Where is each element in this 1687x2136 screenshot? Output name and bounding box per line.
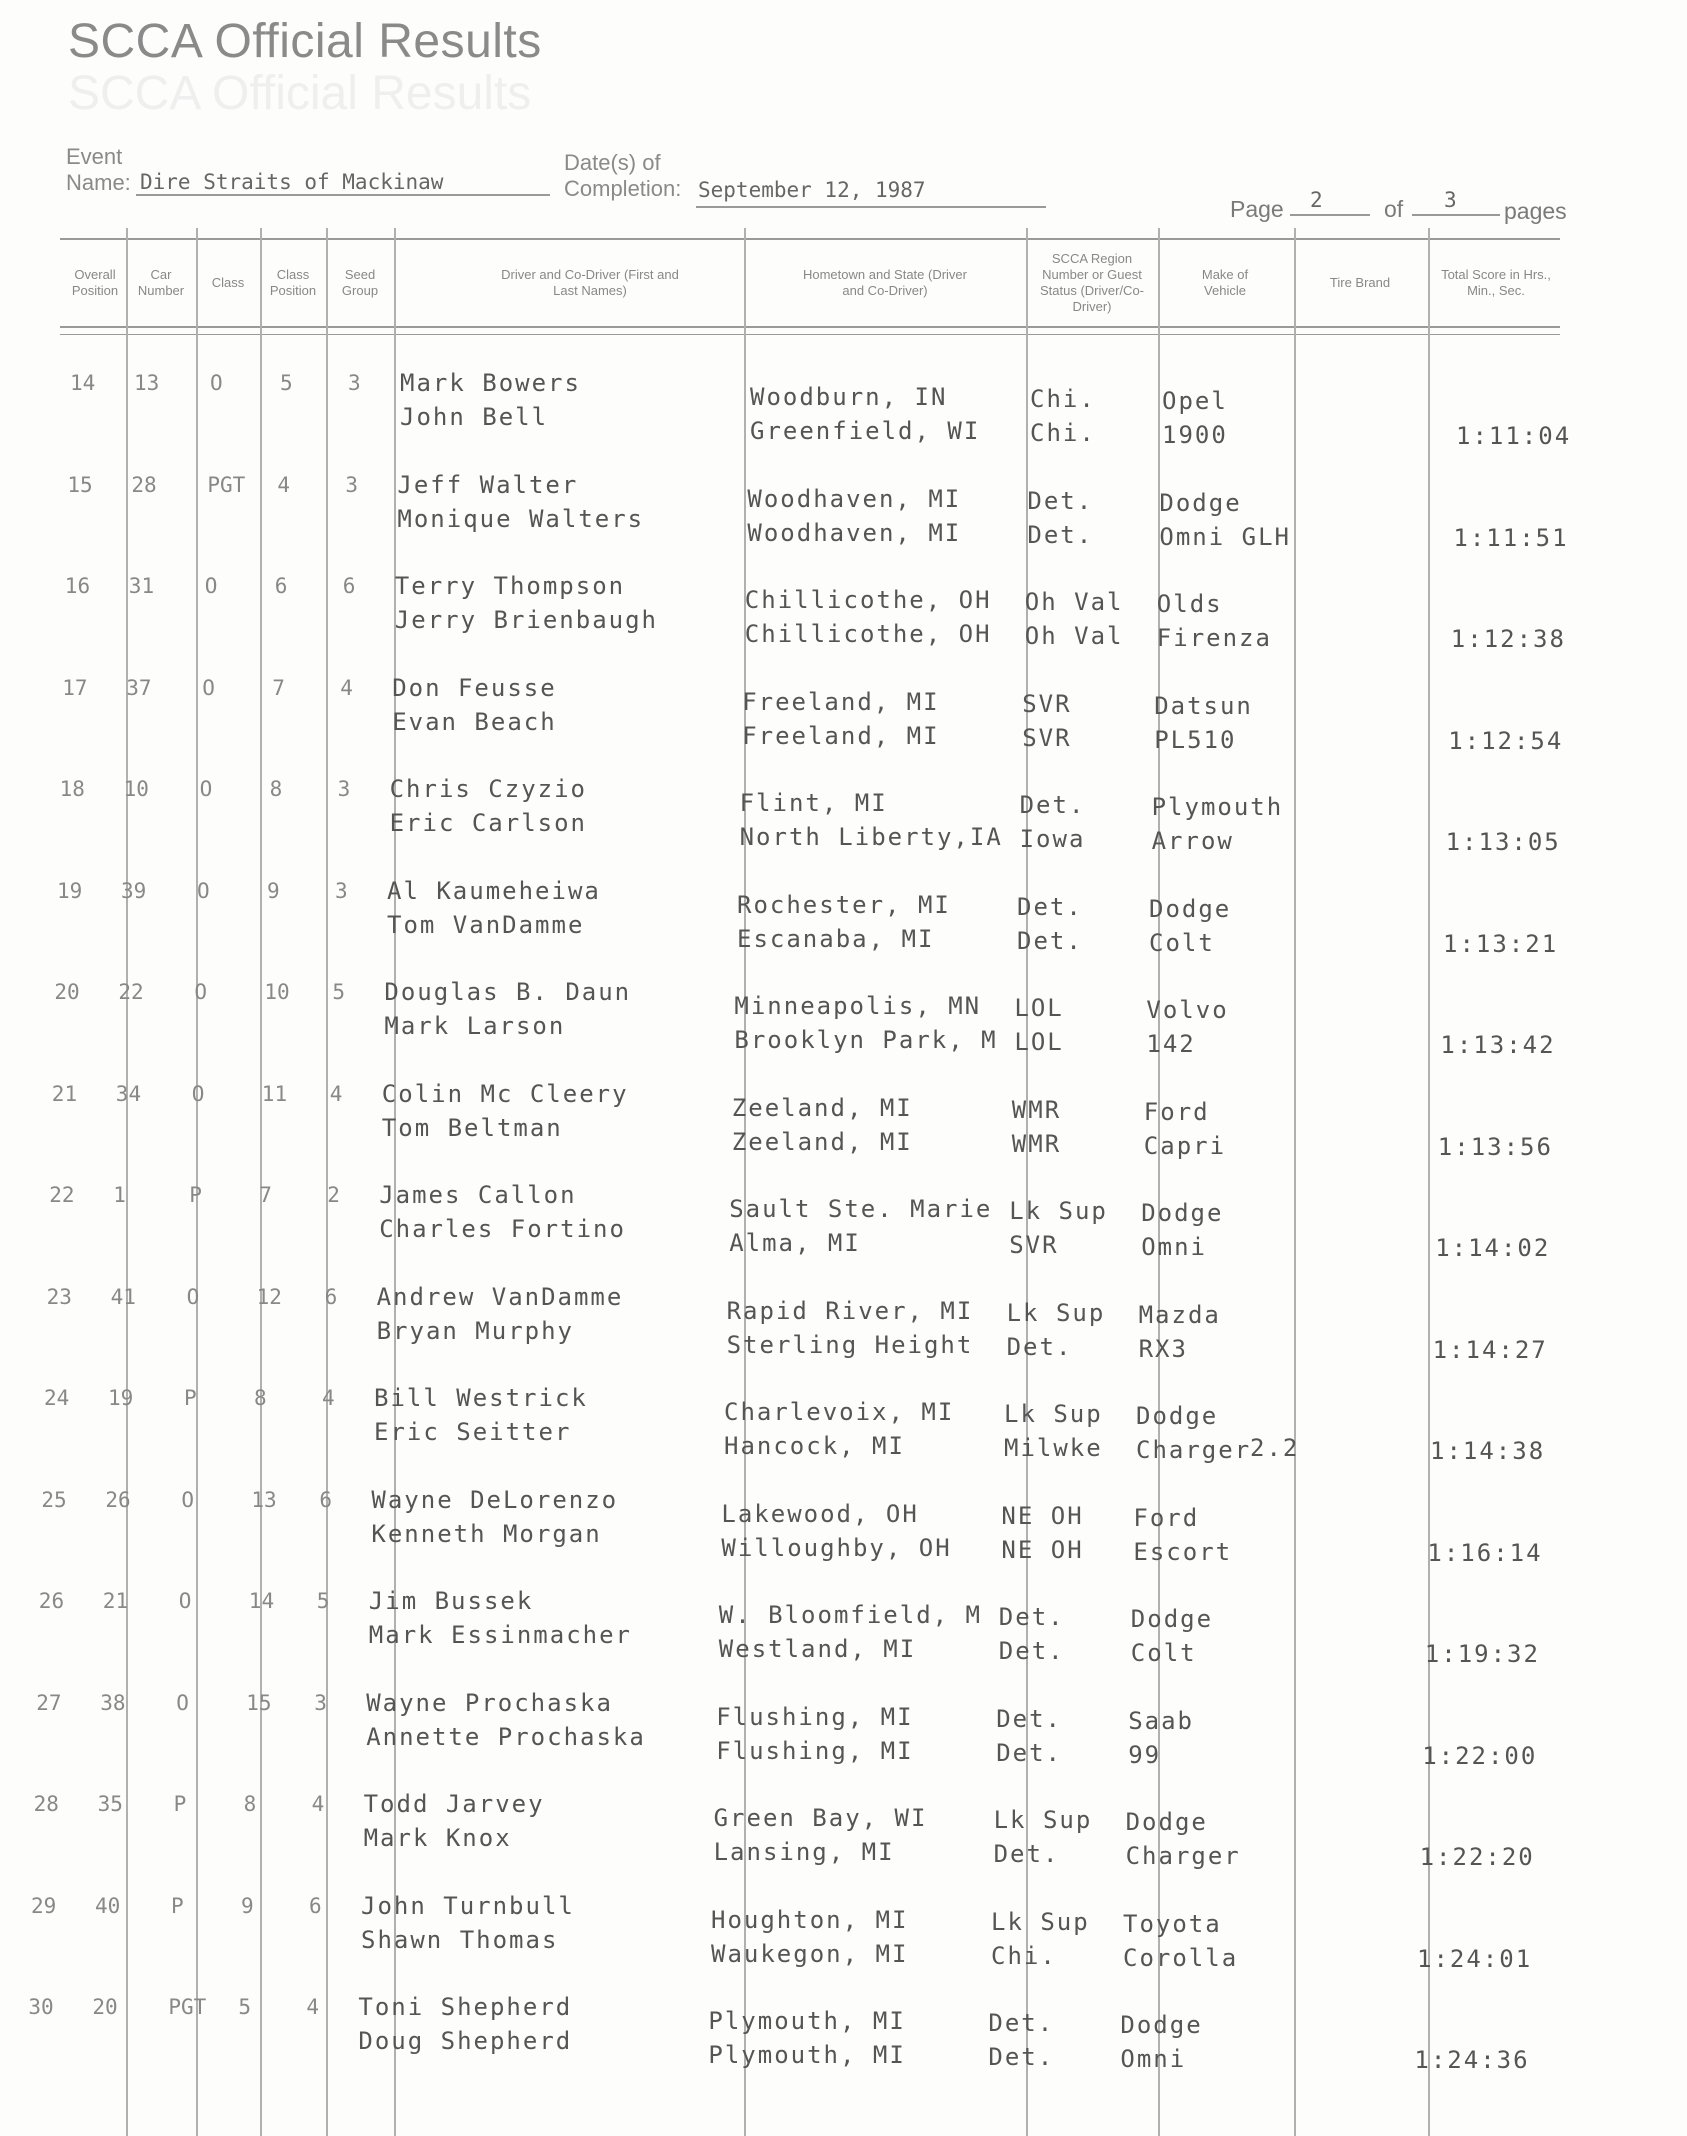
car-number: 39 — [121, 878, 147, 903]
co-driver-name: Kenneth Morgan — [371, 1519, 602, 1548]
driver-name: Andrew VanDamme — [376, 1282, 624, 1311]
co-driver-region: Det. — [993, 1840, 1060, 1868]
co-driver-name: Monique Walters — [397, 504, 645, 533]
co-driver-hometown: Hancock, MI — [724, 1432, 905, 1460]
vehicle-make: Dodge — [1141, 1199, 1224, 1227]
car-number: 40 — [95, 1893, 121, 1918]
total-score: 1:12:38 — [1450, 625, 1566, 653]
driver-hometown: Charlevoix, MI — [724, 1398, 955, 1426]
car-number: 37 — [126, 675, 152, 700]
co-driver-hometown: Plymouth, MI — [708, 2041, 906, 2069]
overall-position: 17 — [62, 675, 88, 700]
driver-name: Wayne DeLorenzo — [371, 1485, 619, 1514]
class: O — [210, 371, 223, 395]
vehicle-model: Colt — [1149, 928, 1215, 957]
driver-region: Chi. — [1030, 385, 1096, 413]
vehicle-model: 99 — [1128, 1740, 1162, 1769]
co-driver-hometown: Zeeland, MI — [731, 1127, 913, 1156]
driver-region: Det. — [998, 1603, 1065, 1631]
co-driver-name: John Bell — [400, 403, 549, 431]
car-number: 34 — [115, 1081, 142, 1106]
event-label-line2: Name: — [66, 170, 131, 195]
class-position: 7 — [272, 675, 285, 700]
seed-group: 6 — [309, 1893, 322, 1918]
seed-group: 4 — [306, 1995, 320, 2019]
overall-position: 16 — [64, 574, 91, 598]
class: P — [184, 1386, 197, 1410]
car-number: 20 — [92, 1995, 118, 2019]
header-class: Class — [211, 275, 245, 290]
driver-hometown: Green Bay, WI — [713, 1804, 928, 1832]
seed-group: 6 — [324, 1284, 338, 1309]
class-position: 9 — [267, 878, 280, 903]
driver-name: Al Kaumeheiwa — [387, 876, 601, 905]
class: P — [171, 1893, 184, 1918]
co-driver-region: Det. — [1017, 926, 1083, 955]
driver-name: Bill Westrick — [374, 1384, 588, 1412]
class: O — [178, 1589, 192, 1613]
vehicle-model: Escort — [1133, 1537, 1233, 1566]
driver-name: Jim Bussek — [368, 1587, 534, 1615]
header-hometown: Hometown and State (Driver and Co-Driver) — [802, 267, 967, 298]
driver-name: Terry Thompson — [394, 572, 626, 600]
co-driver-name: Doug Shepherd — [358, 2027, 573, 2055]
co-driver-region: SVR — [1022, 723, 1072, 752]
header-tire: Tire Brand — [1329, 275, 1391, 290]
car-number: 35 — [97, 1792, 123, 1816]
driver-hometown: Zeeland, MI — [731, 1093, 913, 1122]
vehicle-make: Ford — [1143, 1097, 1210, 1126]
vehicle-make: Opel — [1162, 387, 1228, 415]
vehicle-model: 1900 — [1162, 421, 1228, 449]
date-label — [564, 150, 681, 202]
class-position: 10 — [264, 980, 290, 1004]
class-position: 5 — [238, 1995, 252, 2019]
event-name: Dire Straits of Mackinaw — [140, 170, 444, 194]
class: O — [204, 574, 218, 598]
co-driver-hometown: Brooklyn Park, M — [734, 1026, 998, 1054]
class-position: 8 — [254, 1386, 267, 1410]
title-ghost: SCCA Official Results — [68, 67, 532, 120]
seed-group: 2 — [327, 1183, 340, 1207]
total-score: 1:13:42 — [1440, 1031, 1556, 1059]
driver-hometown: Rapid River, MI — [726, 1296, 974, 1325]
vehicle-model: Capri — [1143, 1131, 1227, 1160]
vehicle-model: 142 — [1146, 1030, 1196, 1058]
seed-group: 6 — [342, 574, 356, 598]
page-number: 2 — [1310, 188, 1323, 212]
car-number: 10 — [123, 777, 149, 801]
co-driver-name: Bryan Murphy — [376, 1316, 574, 1345]
overall-position: 29 — [31, 1893, 57, 1918]
co-driver-name: Eric Carlson — [389, 809, 587, 837]
document-title: SCCA Official Results — [68, 15, 542, 68]
co-driver-hometown: Westland, MI — [718, 1635, 917, 1663]
driver-name: Mark Bowers — [400, 369, 581, 397]
class-position: 4 — [277, 472, 291, 497]
co-driver-name: Jerry Brienbaugh — [394, 606, 658, 634]
driver-name: Don Feusse — [392, 673, 557, 702]
class-position: 6 — [274, 574, 288, 598]
total-score: 1:12:54 — [1448, 726, 1564, 755]
vehicle-make: Volvo — [1146, 996, 1229, 1024]
co-driver-region: NE OH — [1001, 1535, 1084, 1564]
driver-region: NE OH — [1001, 1501, 1084, 1530]
date-label-line2: Completion: — [564, 176, 682, 201]
co-driver-name: Annette Prochaska — [366, 1722, 646, 1751]
co-driver-region: Det. — [1027, 520, 1094, 549]
total-score: 1:24:36 — [1414, 2046, 1530, 2074]
driver-name: Jeff Walter — [397, 470, 579, 499]
seed-group: 3 — [314, 1690, 327, 1715]
driver-hometown: Sault Ste. Marie — [729, 1195, 993, 1223]
class-position: 14 — [248, 1589, 275, 1613]
driver-name: Wayne Prochaska — [366, 1688, 613, 1717]
class: O — [186, 1284, 200, 1309]
vehicle-make: Dodge — [1120, 2011, 1203, 2039]
co-driver-name: Mark Larson — [384, 1012, 566, 1040]
driver-name: John Turnbull — [361, 1891, 575, 1920]
driver-region: Lk Sup — [1006, 1298, 1106, 1327]
car-number: 21 — [102, 1589, 129, 1613]
vehicle-make: Dodge — [1159, 488, 1242, 517]
driver-name: Chris Czyzio — [389, 775, 587, 803]
driver-region: SVR — [1022, 689, 1072, 718]
class-position: 12 — [256, 1284, 282, 1309]
overall-position: 22 — [49, 1183, 75, 1207]
co-driver-hometown: Sterling Height — [726, 1330, 974, 1359]
overall-position: 20 — [54, 980, 80, 1004]
driver-region: Oh Val — [1024, 588, 1124, 616]
driver-name: Douglas B. Daun — [384, 978, 632, 1006]
overall-position: 15 — [67, 472, 93, 497]
driver-hometown: Houghton, MI — [711, 1905, 909, 1934]
total-score: 1:16:14 — [1427, 1538, 1543, 1567]
driver-region: Lk Sup — [1004, 1400, 1103, 1428]
driver-region: Det. — [1027, 486, 1094, 515]
driver-hometown: Minneapolis, MN — [734, 992, 982, 1020]
pages-label: pages — [1504, 198, 1567, 224]
overall-position: 14 — [70, 371, 96, 395]
co-driver-hometown: Freeland, MI — [742, 721, 940, 750]
event-label — [66, 144, 131, 196]
car-number: 19 — [108, 1386, 134, 1410]
car-number: 13 — [134, 371, 160, 395]
total-score: 1:13:05 — [1445, 828, 1561, 856]
seed-group: 3 — [337, 777, 351, 801]
seed-group: 4 — [340, 675, 353, 700]
total-pages: 3 — [1444, 188, 1457, 212]
driver-region: Lk Sup — [991, 1907, 1090, 1936]
total-score: 1:14:38 — [1430, 1437, 1546, 1465]
co-driver-hometown: Alma, MI — [729, 1229, 861, 1257]
of-label: of — [1384, 196, 1404, 222]
driver-hometown: Woodburn, IN — [750, 383, 948, 411]
vehicle-model: PL510 — [1154, 725, 1237, 754]
driver-hometown: Flushing, MI — [716, 1702, 914, 1731]
vehicle-model: Omni — [1141, 1233, 1207, 1261]
header-class-position: Class Position — [269, 267, 317, 298]
vehicle-model: Corolla — [1123, 1943, 1239, 1972]
overall-position: 23 — [46, 1284, 72, 1309]
date-underline — [696, 206, 1046, 208]
total-score: 1:24:01 — [1417, 1944, 1533, 1973]
overall-position: 27 — [36, 1690, 62, 1715]
vehicle-make: Datsun — [1154, 691, 1253, 720]
driver-hometown: Freeland, MI — [742, 687, 940, 716]
seed-group: 5 — [316, 1589, 330, 1613]
header-seed-group: Seed Group — [341, 267, 379, 298]
driver-region: LOL — [1014, 994, 1064, 1022]
driver-region: Det. — [1017, 892, 1083, 921]
class: PGT — [207, 472, 246, 497]
seed-group: 4 — [329, 1081, 343, 1106]
driver-hometown: Lakewood, OH — [721, 1499, 919, 1528]
car-number: 1 — [113, 1183, 126, 1207]
co-driver-hometown: Lansing, MI — [713, 1838, 895, 1866]
driver-name: Todd Jarvey — [363, 1790, 545, 1818]
driver-hometown: Woodhaven, MI — [747, 484, 962, 513]
class: O — [176, 1690, 189, 1715]
seed-group: 3 — [335, 878, 348, 903]
vehicle-make: Dodge — [1125, 1808, 1208, 1836]
class-position: 8 — [243, 1792, 257, 1816]
driver-name: Toni Shepherd — [358, 1993, 573, 2021]
total-score: 1:13:21 — [1443, 929, 1559, 958]
total-score: 1:11:51 — [1453, 523, 1569, 552]
class-position: 15 — [246, 1690, 272, 1715]
class: O — [194, 980, 208, 1004]
vehicle-make: Plymouth — [1151, 793, 1284, 821]
vehicle-make: Toyota — [1123, 1909, 1222, 1938]
total-score: 1:14:27 — [1432, 1335, 1548, 1364]
co-driver-name: Eric Seitter — [374, 1418, 572, 1446]
co-driver-name: Mark Knox — [363, 1824, 512, 1852]
co-driver-name: Tom Beltman — [381, 1113, 563, 1142]
total-pages-underline — [1412, 214, 1500, 216]
seed-group: 4 — [311, 1792, 325, 1816]
class: P — [173, 1792, 187, 1816]
total-score: 1:19:32 — [1424, 1640, 1540, 1668]
car-number: 38 — [100, 1690, 126, 1715]
header-driver: Driver and Co-Driver (First and Last Names) — [501, 267, 679, 298]
vehicle-model: Arrow — [1151, 827, 1234, 855]
overall-position: 21 — [51, 1081, 78, 1106]
co-driver-region: Det. — [988, 2043, 1055, 2071]
header-make: Make of Vehicle — [1201, 267, 1249, 298]
driver-name: Colin Mc Cleery — [381, 1079, 629, 1108]
overall-position: 18 — [59, 777, 85, 801]
co-driver-region: Det. — [996, 1738, 1062, 1767]
car-number: 28 — [131, 472, 157, 497]
vehicle-model: Omni — [1120, 2045, 1187, 2073]
vehicle-make: Mazda — [1138, 1300, 1221, 1329]
total-score: 1:22:00 — [1422, 1741, 1538, 1770]
driver-region: WMR — [1011, 1095, 1062, 1124]
co-driver-region: Det. — [998, 1637, 1065, 1665]
vehicle-make: Dodge — [1149, 894, 1232, 923]
overall-position: 30 — [28, 1995, 54, 2019]
vehicle-model: Charger — [1125, 1842, 1241, 1870]
class: P — [189, 1183, 202, 1207]
co-driver-hometown: Flushing, MI — [716, 1736, 914, 1765]
vehicle-model: Charger — [1136, 1436, 1252, 1464]
class: O — [202, 675, 215, 700]
seed-group: 4 — [322, 1386, 335, 1410]
page-number-underline — [1290, 214, 1370, 216]
driver-hometown: Plymouth, MI — [708, 2007, 906, 2035]
class: O — [199, 777, 213, 801]
class-position: 7 — [259, 1183, 272, 1207]
column-divider — [126, 228, 128, 2136]
vehicle-make: Olds — [1156, 590, 1223, 618]
header-region: SCCA Region Number or Guest Status (Driver/Co-Driver) — [1039, 251, 1145, 314]
driver-hometown: Flint, MI — [739, 789, 888, 817]
header-car-number: Car Number — [137, 267, 185, 298]
class: O — [197, 878, 210, 903]
seed-group: 5 — [332, 980, 346, 1004]
vehicle-make: Dodge — [1130, 1605, 1214, 1633]
event-label-line1: Event — [66, 144, 123, 169]
total-score: 1:11:04 — [1456, 422, 1572, 450]
event-name-underline — [136, 194, 550, 196]
co-driver-name: Charles Fortino — [379, 1215, 626, 1243]
class: PGT — [168, 1995, 207, 2019]
co-driver-name: Mark Essinmacher — [368, 1621, 632, 1649]
co-driver-name: Tom VanDamme — [387, 910, 585, 939]
co-driver-hometown: North Liberty,IA — [739, 823, 1003, 851]
co-driver-region: LOL — [1014, 1028, 1064, 1056]
driver-region: Det. — [996, 1704, 1062, 1733]
vehicle-make: Dodge — [1136, 1402, 1219, 1430]
table-header-rule-2 — [60, 334, 1560, 335]
page-label: Page — [1230, 196, 1284, 222]
class-position: 5 — [280, 371, 293, 395]
driver-hometown: W. Bloomfield, M — [718, 1601, 982, 1629]
class-position: 11 — [261, 1081, 288, 1106]
car-number: 22 — [118, 980, 144, 1004]
overall-position: 25 — [41, 1487, 67, 1512]
vehicle-model: Colt — [1130, 1639, 1197, 1667]
overall-position: 19 — [57, 878, 83, 903]
vehicle-model: RX3 — [1138, 1334, 1188, 1363]
overall-position: 24 — [44, 1386, 70, 1410]
co-driver-region: WMR — [1011, 1129, 1062, 1158]
co-driver-hometown: Greenfield, WI — [750, 417, 981, 445]
co-driver-region: Chi. — [991, 1941, 1057, 1970]
class-position: 13 — [251, 1487, 277, 1512]
vehicle-model: Firenza — [1156, 624, 1272, 652]
seed-group: 6 — [319, 1487, 333, 1512]
co-driver-hometown: Escanaba, MI — [737, 924, 935, 953]
driver-region: Det. — [1019, 791, 1086, 819]
vehicle-make: Ford — [1133, 1503, 1200, 1532]
car-number: 26 — [105, 1487, 131, 1512]
header-overall-position: Overall Position — [71, 267, 119, 298]
total-score: 1:22:20 — [1419, 1843, 1535, 1871]
driver-region: Lk Sup — [1009, 1197, 1108, 1225]
date-label-line1: Date(s) of — [564, 150, 661, 175]
tire-brand: 2.2 — [1250, 1434, 1300, 1462]
overall-position: 28 — [33, 1792, 59, 1816]
driver-hometown: Rochester, MI — [737, 890, 951, 919]
seed-group: 3 — [348, 371, 361, 395]
vehicle-model: Omni GLH — [1159, 522, 1291, 551]
class-position: 9 — [241, 1893, 254, 1918]
driver-hometown: Chillicothe, OH — [744, 586, 992, 614]
co-driver-region: Milwke — [1004, 1434, 1103, 1462]
class-position: 8 — [269, 777, 283, 801]
co-driver-region: SVR — [1009, 1231, 1059, 1259]
co-driver-region: Det. — [1006, 1332, 1073, 1361]
driver-region: Lk Sup — [993, 1806, 1093, 1834]
co-driver-region: Chi. — [1030, 419, 1096, 447]
car-number: 41 — [110, 1284, 136, 1309]
seed-group: 3 — [345, 472, 359, 497]
vehicle-make: Saab — [1128, 1706, 1194, 1735]
overall-position: 26 — [38, 1589, 65, 1613]
column-divider — [1294, 228, 1296, 2136]
total-score: 1:13:56 — [1437, 1132, 1553, 1161]
header-total-score: Total Score in Hrs., Min., Sec. — [1441, 267, 1551, 298]
co-driver-hometown: Waukegon, MI — [711, 1939, 909, 1968]
co-driver-region: Iowa — [1019, 825, 1086, 853]
co-driver-hometown: Willoughby, OH — [721, 1533, 952, 1562]
car-number: 31 — [128, 574, 155, 598]
co-driver-region: Oh Val — [1024, 622, 1124, 650]
co-driver-name: Shawn Thomas — [361, 1925, 559, 1954]
class: O — [181, 1487, 195, 1512]
completion-date: September 12, 1987 — [698, 178, 926, 202]
driver-name: James Callon — [379, 1181, 577, 1209]
class: O — [191, 1081, 205, 1106]
co-driver-hometown: Chillicothe, OH — [744, 620, 992, 648]
co-driver-hometown: Woodhaven, MI — [747, 518, 962, 547]
co-driver-name: Evan Beach — [392, 707, 557, 736]
driver-region: Det. — [988, 2009, 1055, 2037]
total-score: 1:14:02 — [1435, 1234, 1551, 1262]
